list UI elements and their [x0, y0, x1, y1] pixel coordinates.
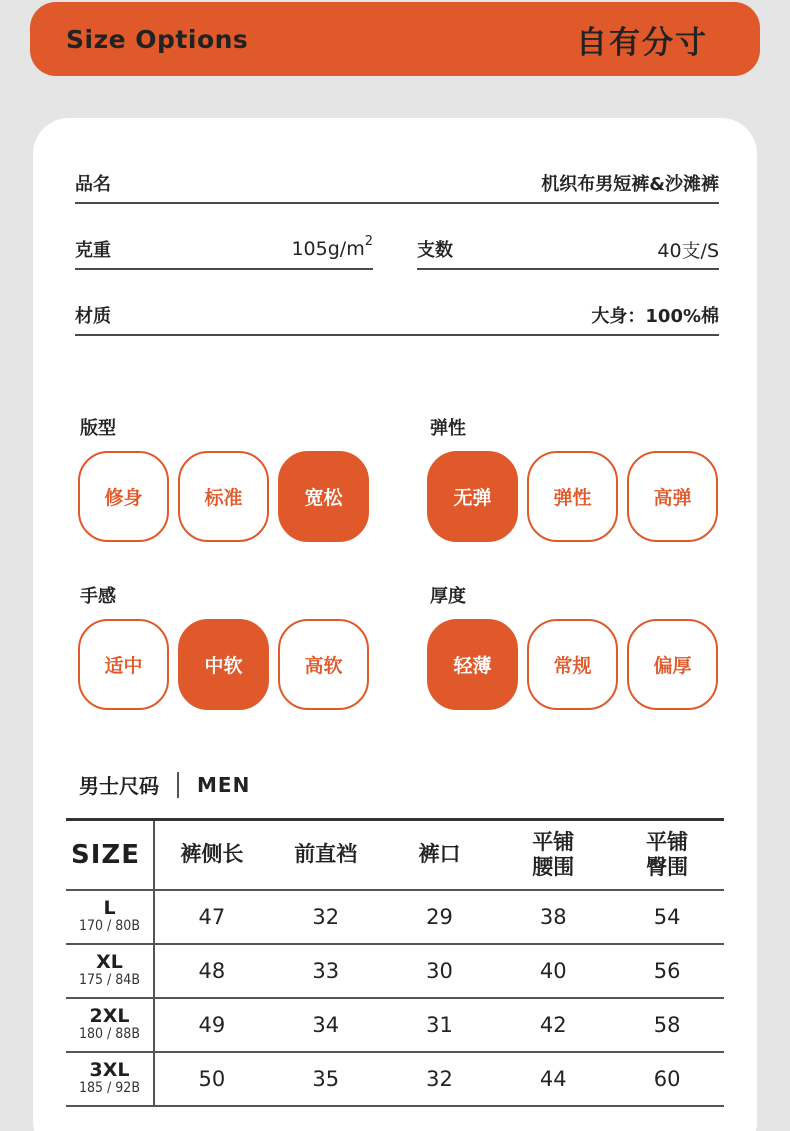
table-cell: 35	[312, 1067, 340, 1091]
table-cell: 60	[653, 1067, 681, 1091]
elasticity-options	[427, 451, 718, 542]
count-value: 40支/S	[657, 239, 719, 262]
hand-feel-label: 手感	[80, 586, 116, 607]
table-cell: 44	[539, 1067, 567, 1091]
thickness-options	[427, 619, 718, 710]
table-cell: 54	[653, 905, 681, 929]
header-leg-opening: 裤口	[418, 842, 461, 867]
count-label: 支数	[417, 240, 453, 261]
table-cell: 56	[653, 959, 681, 983]
elasticity-option-high[interactable]: 高弹	[627, 451, 718, 542]
table-row	[66, 999, 724, 1053]
header-size: SIZE	[66, 821, 155, 889]
fit-option-slim[interactable]: 修身	[78, 451, 169, 542]
table-row	[66, 891, 724, 945]
thickness-option-regular[interactable]: 常规	[527, 619, 618, 710]
weight-value-wrap	[291, 234, 373, 260]
table-cell: 50	[198, 1067, 226, 1091]
hand-feel-options	[78, 619, 369, 710]
weight-value: 105g/m	[291, 238, 365, 260]
table-cell: 47	[198, 905, 226, 929]
elasticity-option-none[interactable]: 无弹	[427, 451, 518, 542]
header-front-rise: 前直裆	[294, 842, 358, 867]
header-flat-waist: 平铺 腰围	[532, 829, 575, 879]
banner-title-cn: 自有分寸	[576, 24, 708, 61]
fit-options	[78, 451, 369, 542]
size-fit: 185 / 92B	[79, 1080, 140, 1097]
table-cell: 30	[426, 959, 453, 983]
table-cell: 33	[312, 959, 340, 983]
fit-option-standard[interactable]: 标准	[178, 451, 269, 542]
table-cell: 49	[198, 1013, 226, 1037]
thickness-option-thin[interactable]: 轻薄	[427, 619, 518, 710]
weight-label: 克重	[75, 240, 111, 261]
size-name: XL	[96, 951, 123, 974]
weight-row	[75, 230, 373, 270]
size-title-en: MEN	[197, 772, 251, 797]
elasticity-label: 弹性	[430, 418, 466, 439]
table-cell: 32	[312, 905, 340, 929]
weight-superscript: 2	[364, 234, 373, 249]
yarn-count-row	[417, 230, 719, 270]
title-divider	[177, 772, 179, 798]
table-cell: 58	[653, 1013, 681, 1037]
thickness-option-thick[interactable]: 偏厚	[627, 619, 718, 710]
table-cell: 38	[539, 905, 567, 929]
header-side-length: 裤侧长	[180, 842, 244, 867]
size-cell	[66, 1053, 155, 1105]
table-cell: 31	[426, 1013, 453, 1037]
material-value: 大身：100%棉	[591, 306, 719, 327]
size-section-title	[79, 770, 250, 799]
table-cell: 40	[539, 959, 567, 983]
hand-feel-option-medium[interactable]: 适中	[78, 619, 169, 710]
table-cell: 42	[539, 1013, 567, 1037]
hand-feel-option-very-soft[interactable]: 高软	[278, 619, 369, 710]
size-name: L	[103, 897, 116, 920]
hand-feel-option-soft[interactable]: 中软	[178, 619, 269, 710]
table-header-row	[66, 821, 724, 891]
table-row	[66, 945, 724, 999]
header-flat-hip: 平铺 臀围	[646, 829, 689, 879]
product-value: 机织布男短裤&沙滩裤	[541, 174, 719, 195]
size-cell	[66, 945, 155, 997]
product-label: 品名	[75, 174, 111, 195]
size-title-cn: 男士尺码	[79, 774, 159, 798]
banner-title-en: Size Options	[66, 24, 249, 54]
size-fit: 175 / 84B	[79, 972, 140, 989]
table-cell: 32	[426, 1067, 453, 1091]
material-label: 材质	[75, 306, 111, 327]
fit-label: 版型	[80, 418, 116, 439]
size-table	[66, 818, 724, 1107]
size-cell	[66, 999, 155, 1051]
product-name-row	[75, 164, 719, 204]
table-cell: 48	[198, 959, 226, 983]
spec-card	[33, 118, 757, 1131]
table-row	[66, 1053, 724, 1107]
material-row	[75, 296, 719, 336]
size-fit: 170 / 80B	[79, 918, 140, 935]
size-fit: 180 / 88B	[79, 1026, 140, 1043]
size-cell	[66, 891, 155, 943]
size-name: 2XL	[89, 1005, 130, 1028]
size-name: 3XL	[89, 1059, 130, 1082]
elasticity-option-stretch[interactable]: 弹性	[527, 451, 618, 542]
table-cell: 34	[312, 1013, 340, 1037]
header-banner	[30, 2, 760, 76]
thickness-label: 厚度	[430, 586, 466, 607]
fit-option-loose[interactable]: 宽松	[278, 451, 369, 542]
table-cell: 29	[426, 905, 453, 929]
